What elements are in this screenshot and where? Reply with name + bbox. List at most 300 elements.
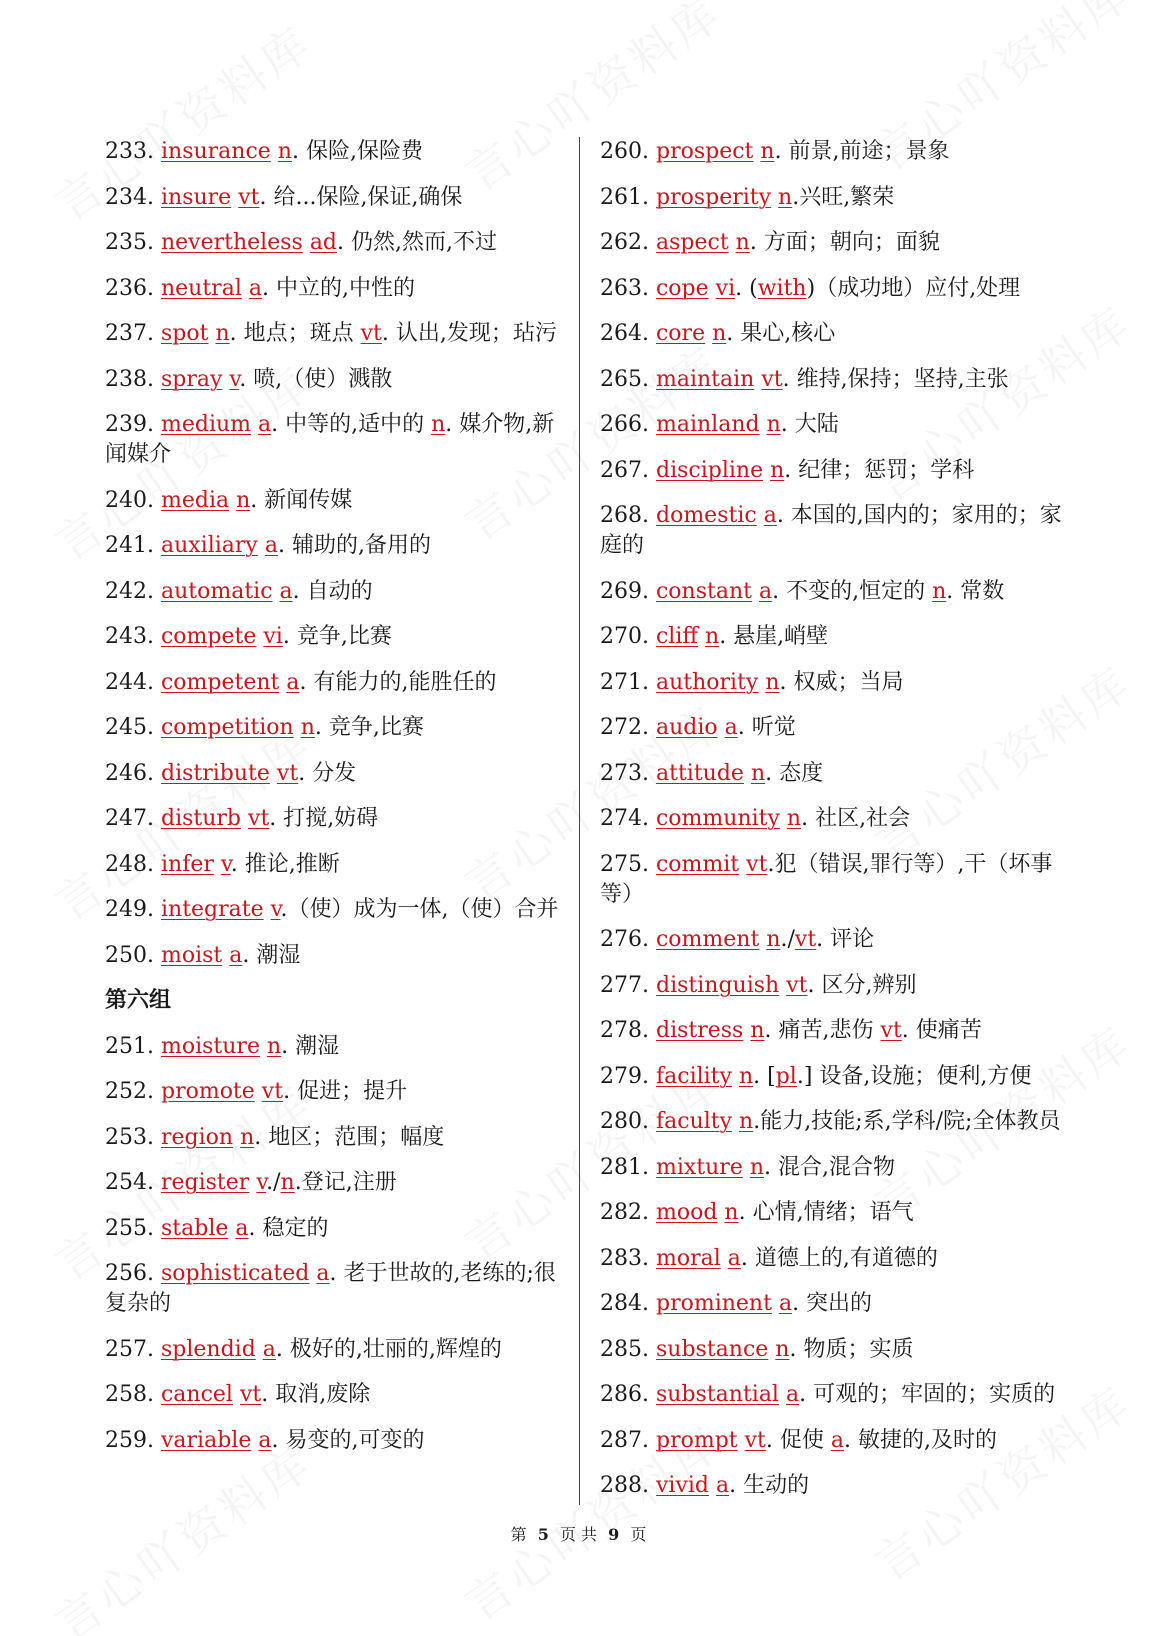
vocab-entry [600, 668, 1070, 698]
vocab-entry [105, 1214, 575, 1244]
vocab-entry [105, 850, 575, 880]
entry-word: cliff [655, 624, 699, 649]
vocab-entry [600, 971, 1070, 1001]
vocab-entry [105, 274, 575, 304]
entry-word: comment [655, 927, 760, 952]
entry-meaning: 态度 [772, 760, 824, 786]
part-of-speech: a [286, 669, 300, 695]
entry-meaning-2: 认出,发现；玷污 [388, 321, 557, 346]
part-of-speech: a [763, 503, 777, 528]
entry-meaning: 犯（错误,罪行等）,干（坏事等） [600, 851, 1053, 907]
pos-punct: . [780, 412, 788, 437]
entry-number: 249. [105, 897, 154, 922]
vocab-entry [600, 1244, 1070, 1274]
part-of-speech: n [786, 806, 802, 831]
vocab-entry [600, 1107, 1070, 1137]
vocab-entry [105, 1077, 575, 1107]
pos-punct: . [807, 972, 815, 998]
pos-punct: . [381, 321, 389, 346]
part-of-speech: n [765, 669, 780, 695]
entry-number: 245. [105, 715, 154, 740]
part-of-speech: n [739, 1109, 754, 1134]
vocab-entry [105, 1380, 575, 1410]
entry-meaning: 兴旺,繁荣 [799, 184, 895, 210]
entry-number: 252. [105, 1079, 154, 1104]
entry-word: nevertheless [160, 230, 303, 255]
part-of-speech: n [766, 927, 781, 952]
entry-meaning: 痛苦,悲伤 [771, 1018, 881, 1043]
left-column [105, 137, 575, 1471]
pos-punct: . [248, 1215, 256, 1241]
entry-number: 286. [600, 1382, 649, 1407]
entry-meaning: 潮湿 [288, 1033, 340, 1059]
vocab-entry [105, 668, 575, 698]
vocab-entry [600, 850, 1070, 910]
entry-meaning: （使）成为一体,（使）合并 [287, 897, 559, 922]
pos-punct: . [901, 1018, 909, 1043]
entry-number: 242. [105, 578, 154, 604]
entry-number: 277. [600, 972, 649, 998]
entry-number: 248. [105, 851, 154, 877]
vocab-entry [105, 410, 575, 470]
vocab-entry [105, 1335, 575, 1365]
entry-word: sophisticated [160, 1261, 310, 1286]
entry-word: mainland [655, 412, 760, 437]
pos-punct: . [242, 942, 250, 968]
entry-meaning: 有能力的,能胜任的 [306, 669, 497, 695]
pos-punct: . [229, 321, 237, 346]
entry-word: compete [160, 624, 257, 649]
part-of-speech: vt [794, 927, 817, 952]
vocab-entry [600, 622, 1070, 652]
entry-word: core [655, 321, 706, 346]
entry-number: 243. [105, 624, 154, 649]
entry-meaning: 中等的,适中的 [278, 412, 432, 437]
entry-word: distress [655, 1018, 744, 1043]
entry-number: 288. [600, 1473, 649, 1498]
pos-punct: . [281, 1033, 289, 1059]
entry-meaning: 竞争,比赛 [321, 715, 424, 740]
entry-meaning: 本国的,国内的；家用的；家庭的 [600, 503, 1062, 558]
page-footer [0, 1522, 1157, 1545]
entry-word: spray [160, 366, 223, 392]
part-of-speech: n [766, 412, 781, 437]
vocab-entry [600, 1016, 1070, 1046]
part-of-speech: n [932, 578, 947, 604]
vocab-entry [105, 1168, 575, 1198]
vocab-entry [105, 713, 575, 743]
entry-meaning: 喷,（使）溅散 [246, 366, 393, 392]
entry-word: medium [160, 412, 252, 437]
entry-number: 235. [105, 230, 154, 255]
vocab-entry [105, 895, 575, 925]
vocab-entry [105, 577, 575, 607]
entry-word: auxiliary [160, 533, 258, 558]
entry-word: authority [655, 669, 759, 695]
part-of-speech: n [724, 1200, 739, 1225]
part-of-speech: vt [786, 972, 808, 998]
entry-number: 260. [600, 139, 649, 164]
pos-punct: . [792, 184, 800, 210]
entry-number: 273. [600, 760, 649, 786]
entry-meaning: 新闻传媒 [257, 487, 353, 513]
entry-word: variable [160, 1427, 252, 1453]
part-of-speech: a [279, 578, 293, 604]
pos-punct: . [261, 275, 269, 301]
entry-word: substance [655, 1336, 769, 1362]
vocab-entry [600, 1289, 1070, 1319]
entry-word: disturb [160, 806, 242, 831]
column-divider [579, 137, 580, 1505]
entry-meaning: 给...保险,保证,确保 [266, 184, 463, 210]
part-of-speech: n [712, 321, 727, 346]
entry-number: 234. [105, 184, 154, 210]
entry-word: promote [160, 1079, 255, 1104]
entry-meaning-2: 使痛苦 [908, 1018, 982, 1043]
pos-punct: . [738, 1200, 746, 1225]
entry-number: 253. [105, 1124, 154, 1150]
pos-punct: . [816, 927, 824, 952]
vocab-entry [600, 1062, 1070, 1092]
vocab-entry [600, 1153, 1070, 1183]
entry-number: 282. [600, 1200, 649, 1225]
pos-punct: . [726, 321, 734, 346]
entry-word: cancel [160, 1382, 233, 1407]
entry-number: 257. [105, 1336, 154, 1362]
part-of-speech: a [258, 412, 272, 437]
vocab-entry [105, 486, 575, 516]
pos-punct: . [277, 533, 285, 558]
entry-word: integrate [160, 897, 264, 922]
vocab-entry [600, 1380, 1070, 1410]
vocab-entry [105, 1426, 575, 1456]
part-of-speech: vt [239, 1382, 262, 1407]
entry-number: 240. [105, 487, 154, 513]
entry-number: 250. [105, 942, 154, 968]
entry-meaning: 区分,辨别 [814, 972, 917, 998]
entry-meaning: 仍然,然而,不过 [344, 230, 497, 255]
pos-punct: . [782, 366, 790, 392]
part-of-speech: vt [761, 366, 783, 392]
pos-punct: . [282, 624, 290, 649]
pos-punct: . [789, 1336, 797, 1362]
entry-word: competition [160, 715, 294, 740]
entry-number: 285. [600, 1336, 649, 1362]
pos-punct: . [291, 139, 299, 164]
pos-punct: . [337, 230, 345, 255]
entry-number: 259. [105, 1427, 154, 1453]
entry-meaning: 易变的,可变的 [278, 1427, 425, 1453]
footer-suffix: 页 [630, 1525, 647, 1544]
part-of-speech: vt [746, 851, 768, 877]
vocab-entry [600, 319, 1070, 349]
vocab-entry [600, 365, 1070, 395]
entry-word: moisture [160, 1033, 260, 1059]
entry-word: register [160, 1170, 250, 1195]
entry-number: 265. [600, 366, 649, 392]
part-of-speech: n [215, 321, 230, 346]
entry-meaning: 地点；斑点 [236, 321, 361, 346]
part-of-speech: n [749, 1154, 765, 1180]
vocab-entry [600, 713, 1070, 743]
part-of-speech: n [280, 1170, 295, 1195]
entry-number: 258. [105, 1382, 154, 1407]
entry-word: discipline [655, 457, 764, 483]
entry-meaning-2: 敏捷的,及时的 [851, 1427, 998, 1453]
vocab-entry [105, 365, 575, 395]
entry-meaning: 悬崖,峭壁 [726, 624, 829, 649]
part-of-speech: n [770, 457, 785, 483]
entry-number: 254. [105, 1170, 154, 1195]
vocab-entry [105, 1032, 575, 1062]
entry-number: 244. [105, 669, 154, 695]
entry-number: 267. [600, 457, 649, 483]
pos-punct: . [799, 1382, 807, 1407]
vocab-entry [105, 183, 575, 213]
entry-meaning: （成功地）应付,处理 [815, 275, 1021, 301]
pos-punct: . [271, 1427, 279, 1453]
right-column [600, 137, 1070, 1517]
entry-meaning: 果心,核心 [733, 321, 836, 346]
entry-word: insurance [160, 139, 271, 164]
vocab-entry [600, 577, 1070, 607]
entry-number: 236. [105, 275, 154, 301]
vocab-entry [105, 531, 575, 561]
vocab-entry [600, 137, 1070, 167]
entry-meaning: 维持,保持；坚持,主张 [789, 366, 1009, 392]
entry-number: 233. [105, 139, 154, 164]
entry-meaning: 突出的 [799, 1291, 873, 1316]
vocab-entry [105, 804, 575, 834]
part-of-speech: a [229, 942, 243, 968]
pos-punct: . [764, 1154, 772, 1180]
part-of-speech: a [264, 533, 278, 558]
entry-word: automatic [160, 578, 273, 604]
entry-number: 256. [105, 1261, 154, 1286]
part-of-speech: a [248, 275, 262, 301]
entry-word: constant [655, 578, 752, 604]
part-of-speech: n [750, 1018, 765, 1043]
pos-punct: . [765, 760, 773, 786]
entry-word: moral [655, 1245, 721, 1271]
part-of-speech: n [735, 230, 750, 255]
vocab-entry [105, 1259, 575, 1319]
entry-number: 263. [600, 275, 649, 301]
entry-word: domestic [655, 503, 757, 528]
entry-number: 262. [600, 230, 649, 255]
part-of-speech: vi [715, 275, 736, 301]
entry-number: 283. [600, 1245, 649, 1271]
pos-punct: . [737, 715, 745, 740]
entry-number: 278. [600, 1018, 649, 1043]
pos-punct: . [314, 715, 322, 740]
entry-number: 239. [105, 412, 154, 437]
part-of-speech: a [316, 1261, 330, 1286]
pos-punct: ) [806, 275, 816, 301]
entry-word: prominent [655, 1291, 772, 1316]
part-of-speech: n [750, 760, 766, 786]
part-of-speech: vt [880, 1018, 902, 1043]
entry-word: mixture [655, 1154, 743, 1180]
part-of-speech: a [785, 1382, 800, 1407]
entry-word: infer [160, 851, 214, 877]
entry-number: 268. [600, 503, 649, 528]
pos-punct: . [729, 1473, 737, 1498]
group-heading: 第六组 [105, 988, 172, 1013]
vocab-entry [105, 941, 575, 971]
entry-meaning: 能力,技能;系,学科/院;全体教员 [760, 1109, 1061, 1134]
entry-meaning: 保险,保险费 [298, 139, 423, 164]
entry-number: 255. [105, 1215, 154, 1241]
entry-meaning: 促进；提升 [290, 1079, 408, 1104]
pos-punct: ./ [780, 927, 795, 952]
entry-meaning: 老于世故的,老练的;很复杂的 [105, 1261, 556, 1316]
entry-number: 271. [600, 669, 649, 695]
entry-meaning: 不变的,恒定的 [779, 578, 933, 604]
entry-meaning: 混合,混合物 [771, 1154, 896, 1180]
part-of-speech: vt [276, 760, 299, 786]
part-of-speech: a [716, 1473, 730, 1498]
pos-punct: . [946, 578, 954, 604]
entry-word: mood [655, 1200, 718, 1225]
entry-meaning: 取消,废除 [268, 1382, 371, 1407]
entry-meaning: 纪律；惩罚；学科 [791, 457, 975, 483]
pos-punct: . [774, 139, 782, 164]
entry-word: attitude [655, 760, 744, 786]
part-of-speech: a [258, 1427, 272, 1453]
vocab-entry [600, 1335, 1070, 1365]
part-of-speech: n [705, 624, 720, 649]
part-of-speech: v [220, 851, 231, 877]
entry-meaning: 物质；实质 [796, 1336, 914, 1362]
entry-meaning: 极好的,壮丽的,辉煌的 [282, 1336, 502, 1362]
entry-number: 274. [600, 806, 649, 831]
part-of-speech: a [235, 1215, 249, 1241]
part-of-speech: vt [238, 184, 260, 210]
pos-punct: . [792, 1291, 800, 1316]
part-of-speech: vt [744, 1427, 766, 1453]
entry-word: substantial [655, 1382, 779, 1407]
vocab-entry [600, 759, 1070, 789]
part-of-speech: n [266, 1033, 282, 1059]
pos-punct: . [298, 760, 306, 786]
entry-word: moist [160, 942, 223, 968]
entry-word: maintain [655, 366, 755, 392]
vocab-entry [105, 622, 575, 652]
entry-number: 275. [600, 851, 649, 877]
pos-punct: . [261, 1382, 269, 1407]
entry-word: prompt [655, 1427, 738, 1453]
entry-meaning: 潮湿 [249, 942, 301, 968]
entry-meaning-2: 媒介物,新闻媒介 [105, 412, 555, 467]
footer-page-number: 5 [537, 1525, 549, 1544]
pos-punct: . [294, 1170, 302, 1195]
part-of-speech: v [229, 366, 240, 392]
entry-number: 247. [105, 806, 154, 831]
pos-punct: . [740, 1245, 748, 1271]
entry-word: distinguish [655, 972, 780, 998]
entry-number: 279. [600, 1063, 649, 1089]
pos-punct: . [230, 851, 238, 877]
pos-punct: . [299, 669, 307, 695]
entry-meaning: 打搅,妨碍 [276, 806, 379, 831]
entry-word: splendid [160, 1336, 256, 1362]
entry-number: 280. [600, 1109, 649, 1134]
entry-meaning: 前景,前途；景象 [781, 139, 950, 164]
entry-word: neutral [160, 275, 242, 301]
entry-number: 246. [105, 760, 154, 786]
entry-number: 284. [600, 1291, 649, 1316]
entry-word: prosperity [655, 184, 772, 210]
pos-punct: . [801, 806, 809, 831]
vocab-entry [105, 1123, 575, 1153]
part-of-speech: a [727, 1245, 741, 1271]
part-of-speech: n [775, 1336, 790, 1362]
entry-meaning: 道德上的,有道德的 [747, 1245, 938, 1271]
pos-punct: . [239, 366, 247, 392]
entry-meaning: 方面；朝向；面貌 [756, 230, 940, 255]
entry-number: 270. [600, 624, 649, 649]
pos-punct: . [445, 412, 453, 437]
vocab-entry [600, 228, 1070, 258]
entry-word: region [160, 1124, 234, 1150]
part-of-speech: a [724, 715, 738, 740]
entry-meaning: 权威；当局 [786, 669, 904, 695]
footer-prefix: 第 [510, 1525, 527, 1544]
pos-punct: . ( [735, 275, 758, 301]
entry-meaning: 稳定的 [255, 1215, 329, 1241]
entry-number: 272. [600, 715, 649, 740]
vocab-entry [600, 410, 1070, 440]
vocab-entry [600, 1471, 1070, 1501]
vocab-entry [600, 1198, 1070, 1228]
part-of-speech: n [738, 1063, 754, 1089]
footer-total-pages: 9 [608, 1525, 620, 1544]
part-of-speech: n [300, 715, 315, 740]
part-of-speech: n [431, 412, 446, 437]
entry-word: cope [655, 275, 709, 301]
entry-number: 251. [105, 1033, 154, 1059]
entry-word: distribute [160, 760, 270, 786]
entry-word: spot [160, 321, 209, 346]
entry-number: 287. [600, 1427, 649, 1453]
entry-meaning: 辅助的,备用的 [284, 533, 431, 558]
part-of-speech: n [760, 139, 775, 164]
vocab-entry [600, 274, 1070, 304]
vocab-entry [105, 319, 575, 349]
pos-punct: . [767, 851, 775, 877]
vocab-entry [600, 456, 1070, 486]
part-of-speech: n [778, 184, 793, 210]
pos-punct: . [250, 487, 258, 513]
pos-punct: .] [796, 1063, 813, 1089]
pos-punct: . [283, 1079, 291, 1104]
entry-meaning-2: 常数 [953, 578, 1005, 604]
pos-punct: . [269, 806, 277, 831]
pos-punct: . [749, 230, 757, 255]
entry-word: faculty [655, 1109, 733, 1134]
entry-meaning: 可观的；牢固的；实质的 [806, 1382, 1056, 1407]
entry-number: 237. [105, 321, 154, 346]
pos-punct: . [779, 669, 787, 695]
entry-word: media [160, 487, 230, 513]
entry-word: insure [160, 184, 232, 210]
entry-meaning: 推论,推断 [237, 851, 340, 877]
part-of-speech: n [236, 487, 251, 513]
part-of-speech: n [277, 139, 292, 164]
entry-number: 261. [600, 184, 649, 210]
entry-meaning: 大陆 [787, 412, 839, 437]
